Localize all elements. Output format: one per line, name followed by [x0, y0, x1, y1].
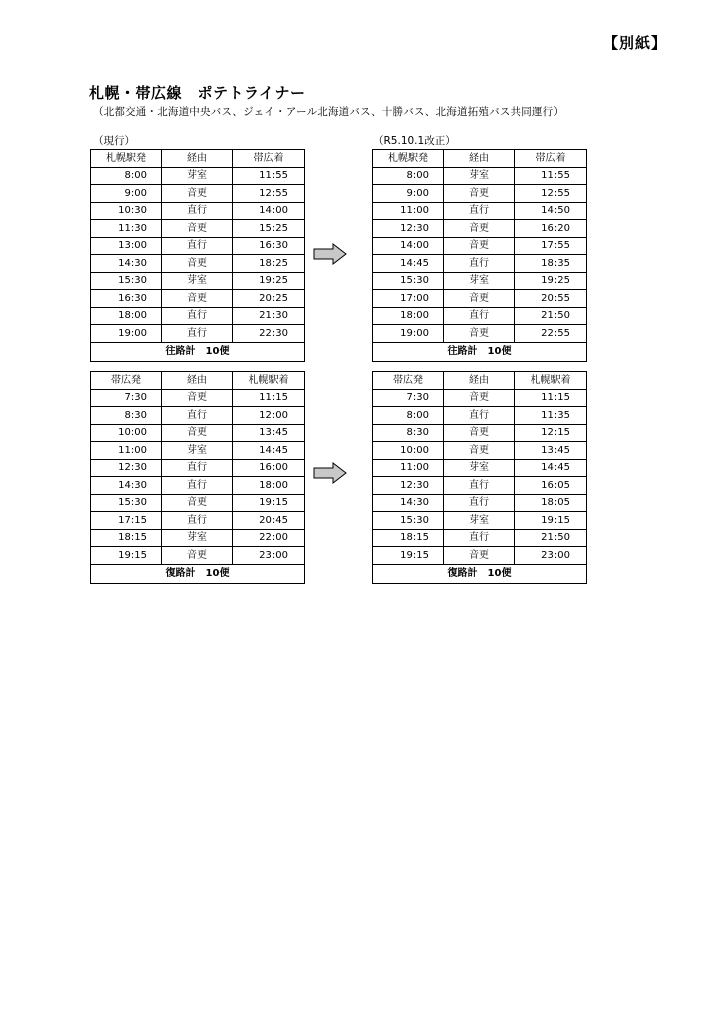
departure-time: 13:00 [91, 237, 162, 255]
table-row [373, 529, 587, 547]
table-row [91, 202, 305, 220]
trip-total: 往路計 10便 [91, 342, 305, 361]
route-via: 音更 [444, 290, 515, 308]
table-row [373, 237, 587, 255]
arrival-time: 15:25 [233, 220, 305, 238]
table-row [91, 290, 305, 308]
arrival-time: 11:15 [233, 389, 305, 407]
route-via: 音更 [162, 220, 233, 238]
route-via: 音更 [162, 185, 233, 203]
departure-time: 14:45 [373, 255, 444, 273]
table-row [373, 307, 587, 325]
column-header: 札幌駅着 [515, 372, 587, 390]
table-row [91, 255, 305, 273]
table-row [91, 512, 305, 530]
arrival-time: 11:55 [233, 167, 305, 185]
outbound-revised-table [372, 149, 587, 362]
arrival-time: 17:55 [515, 237, 587, 255]
table-header-row [91, 372, 305, 390]
right-arrow-icon [313, 462, 347, 484]
table-row [91, 237, 305, 255]
arrival-time: 14:45 [515, 459, 587, 477]
page-title: 札幌・帯広線 ポテトライナー [89, 84, 306, 102]
departure-time: 7:30 [91, 389, 162, 407]
table-row [373, 512, 587, 530]
table-row [373, 325, 587, 343]
departure-time: 15:30 [91, 272, 162, 290]
departure-time: 17:15 [91, 512, 162, 530]
departure-time: 8:00 [91, 167, 162, 185]
departure-time: 11:00 [373, 202, 444, 220]
route-via: 芽室 [162, 272, 233, 290]
route-via: 芽室 [444, 512, 515, 530]
route-via: 芽室 [444, 167, 515, 185]
table-header-row [91, 150, 305, 168]
table-row [373, 255, 587, 273]
arrival-time: 21:50 [515, 529, 587, 547]
table-row [373, 442, 587, 460]
arrival-time: 19:15 [233, 494, 305, 512]
departure-time: 10:30 [91, 202, 162, 220]
table-row [91, 220, 305, 238]
arrival-time: 20:45 [233, 512, 305, 530]
arrival-time: 11:35 [515, 407, 587, 425]
route-via: 芽室 [444, 459, 515, 477]
route-via: 音更 [162, 424, 233, 442]
departure-time: 8:30 [91, 407, 162, 425]
departure-time: 8:00 [373, 407, 444, 425]
route-via: 直行 [162, 477, 233, 495]
arrival-time: 23:00 [233, 547, 305, 565]
table-row [373, 202, 587, 220]
table-row [373, 477, 587, 495]
arrival-time: 16:30 [233, 237, 305, 255]
column-header: 帯広発 [373, 372, 444, 390]
current-label-outbound: （現行） [93, 135, 135, 147]
column-header: 帯広発 [91, 372, 162, 390]
table-total-row [91, 342, 305, 361]
arrival-time: 18:00 [233, 477, 305, 495]
column-header: 帯広着 [233, 150, 305, 168]
column-header: 経由 [444, 372, 515, 390]
departure-time: 19:15 [373, 547, 444, 565]
arrival-time: 12:55 [515, 185, 587, 203]
table-total-row [91, 564, 305, 583]
right-arrow-icon [313, 243, 347, 265]
arrival-time: 20:55 [515, 290, 587, 308]
table-header-row [373, 150, 587, 168]
table-row [91, 494, 305, 512]
revised-label-outbound: （R5.10.1改正） [373, 135, 456, 147]
departure-time: 18:00 [91, 307, 162, 325]
table-row [373, 167, 587, 185]
arrival-time: 14:50 [515, 202, 587, 220]
arrival-time: 21:30 [233, 307, 305, 325]
departure-time: 14:30 [91, 477, 162, 495]
arrival-time: 19:15 [515, 512, 587, 530]
table-row [373, 389, 587, 407]
route-via: 直行 [162, 237, 233, 255]
arrival-time: 11:15 [515, 389, 587, 407]
outbound-current-table [90, 149, 305, 362]
table-row [91, 407, 305, 425]
table-row [91, 459, 305, 477]
departure-time: 15:30 [373, 512, 444, 530]
table-row [91, 389, 305, 407]
arrival-time: 21:50 [515, 307, 587, 325]
table-row [91, 442, 305, 460]
arrival-time: 23:00 [515, 547, 587, 565]
departure-time: 9:00 [373, 185, 444, 203]
route-via: 音更 [162, 494, 233, 512]
inbound-revised-table [372, 371, 587, 584]
table-row [373, 547, 587, 565]
arrival-time: 12:55 [233, 185, 305, 203]
table-row [373, 407, 587, 425]
table-total-row [373, 564, 587, 583]
arrival-time: 18:35 [515, 255, 587, 273]
departure-time: 15:30 [91, 494, 162, 512]
departure-time: 15:30 [373, 272, 444, 290]
departure-time: 19:15 [91, 547, 162, 565]
page-subtitle: （北都交通・北海道中央バス、ジェイ・アール北海道バス、十勝バス、北海道拓殖バス共同運行） [93, 106, 565, 118]
departure-time: 19:00 [373, 325, 444, 343]
table-row [91, 307, 305, 325]
table-row [373, 272, 587, 290]
route-via: 直行 [162, 407, 233, 425]
route-via: 芽室 [162, 442, 233, 460]
attachment-tag: 【別紙】 [603, 34, 668, 52]
departure-time: 18:15 [373, 529, 444, 547]
route-via: 芽室 [162, 529, 233, 547]
table-row [91, 185, 305, 203]
departure-time: 17:00 [373, 290, 444, 308]
departure-time: 10:00 [373, 442, 444, 460]
column-header: 経由 [162, 150, 233, 168]
departure-time: 8:30 [373, 424, 444, 442]
route-via: 直行 [162, 459, 233, 477]
arrival-time: 14:45 [233, 442, 305, 460]
route-via: 直行 [444, 529, 515, 547]
route-via: 音更 [162, 389, 233, 407]
table-row [91, 424, 305, 442]
route-via: 音更 [162, 255, 233, 273]
route-via: 芽室 [444, 272, 515, 290]
departure-time: 11:30 [91, 220, 162, 238]
departure-time: 16:30 [91, 290, 162, 308]
column-header: 経由 [162, 372, 233, 390]
arrival-time: 22:00 [233, 529, 305, 547]
arrival-time: 20:25 [233, 290, 305, 308]
table-row [91, 325, 305, 343]
arrival-time: 18:05 [515, 494, 587, 512]
table-header-row [373, 372, 587, 390]
route-via: 音更 [444, 325, 515, 343]
departure-time: 12:30 [373, 477, 444, 495]
column-header: 経由 [444, 150, 515, 168]
route-via: 直行 [162, 307, 233, 325]
table-row [373, 290, 587, 308]
table-row [91, 547, 305, 565]
table-row [91, 272, 305, 290]
route-via: 直行 [444, 407, 515, 425]
table-row [373, 220, 587, 238]
column-header: 札幌駅発 [373, 150, 444, 168]
trip-total: 復路計 10便 [373, 564, 587, 583]
table-row [91, 477, 305, 495]
route-via: 芽室 [162, 167, 233, 185]
arrival-time: 22:30 [233, 325, 305, 343]
departure-time: 14:30 [91, 255, 162, 273]
arrival-time: 12:00 [233, 407, 305, 425]
departure-time: 11:00 [91, 442, 162, 460]
table-row [373, 185, 587, 203]
arrival-time: 16:00 [233, 459, 305, 477]
arrival-time: 19:25 [515, 272, 587, 290]
arrival-time: 14:00 [233, 202, 305, 220]
departure-time: 7:30 [373, 389, 444, 407]
table-row [373, 424, 587, 442]
arrival-time: 22:55 [515, 325, 587, 343]
route-via: 音更 [444, 389, 515, 407]
route-via: 直行 [162, 325, 233, 343]
route-via: 音更 [444, 442, 515, 460]
table-row [373, 459, 587, 477]
route-via: 音更 [444, 237, 515, 255]
departure-time: 11:00 [373, 459, 444, 477]
route-via: 直行 [444, 477, 515, 495]
route-via: 直行 [444, 307, 515, 325]
table-row [373, 494, 587, 512]
route-via: 直行 [444, 494, 515, 512]
route-via: 音更 [444, 220, 515, 238]
arrival-time: 12:15 [515, 424, 587, 442]
departure-time: 18:00 [373, 307, 444, 325]
departure-time: 14:30 [373, 494, 444, 512]
arrival-time: 11:55 [515, 167, 587, 185]
table-row [91, 529, 305, 547]
arrival-time: 16:05 [515, 477, 587, 495]
departure-time: 8:00 [373, 167, 444, 185]
route-via: 音更 [444, 185, 515, 203]
departure-time: 10:00 [91, 424, 162, 442]
route-via: 直行 [162, 512, 233, 530]
arrival-time: 13:45 [233, 424, 305, 442]
table-total-row [373, 342, 587, 361]
column-header: 札幌駅発 [91, 150, 162, 168]
departure-time: 18:15 [91, 529, 162, 547]
route-via: 音更 [444, 424, 515, 442]
trip-total: 往路計 10便 [373, 342, 587, 361]
arrival-time: 16:20 [515, 220, 587, 238]
departure-time: 12:30 [373, 220, 444, 238]
arrival-time: 18:25 [233, 255, 305, 273]
route-via: 直行 [162, 202, 233, 220]
column-header: 帯広着 [515, 150, 587, 168]
arrival-time: 13:45 [515, 442, 587, 460]
inbound-current-table [90, 371, 305, 584]
departure-time: 19:00 [91, 325, 162, 343]
departure-time: 14:00 [373, 237, 444, 255]
route-via: 音更 [444, 547, 515, 565]
arrival-time: 19:25 [233, 272, 305, 290]
route-via: 音更 [162, 290, 233, 308]
departure-time: 9:00 [91, 185, 162, 203]
table-row [91, 167, 305, 185]
route-via: 音更 [162, 547, 233, 565]
trip-total: 復路計 10便 [91, 564, 305, 583]
route-via: 直行 [444, 255, 515, 273]
route-via: 直行 [444, 202, 515, 220]
departure-time: 12:30 [91, 459, 162, 477]
column-header: 札幌駅着 [233, 372, 305, 390]
